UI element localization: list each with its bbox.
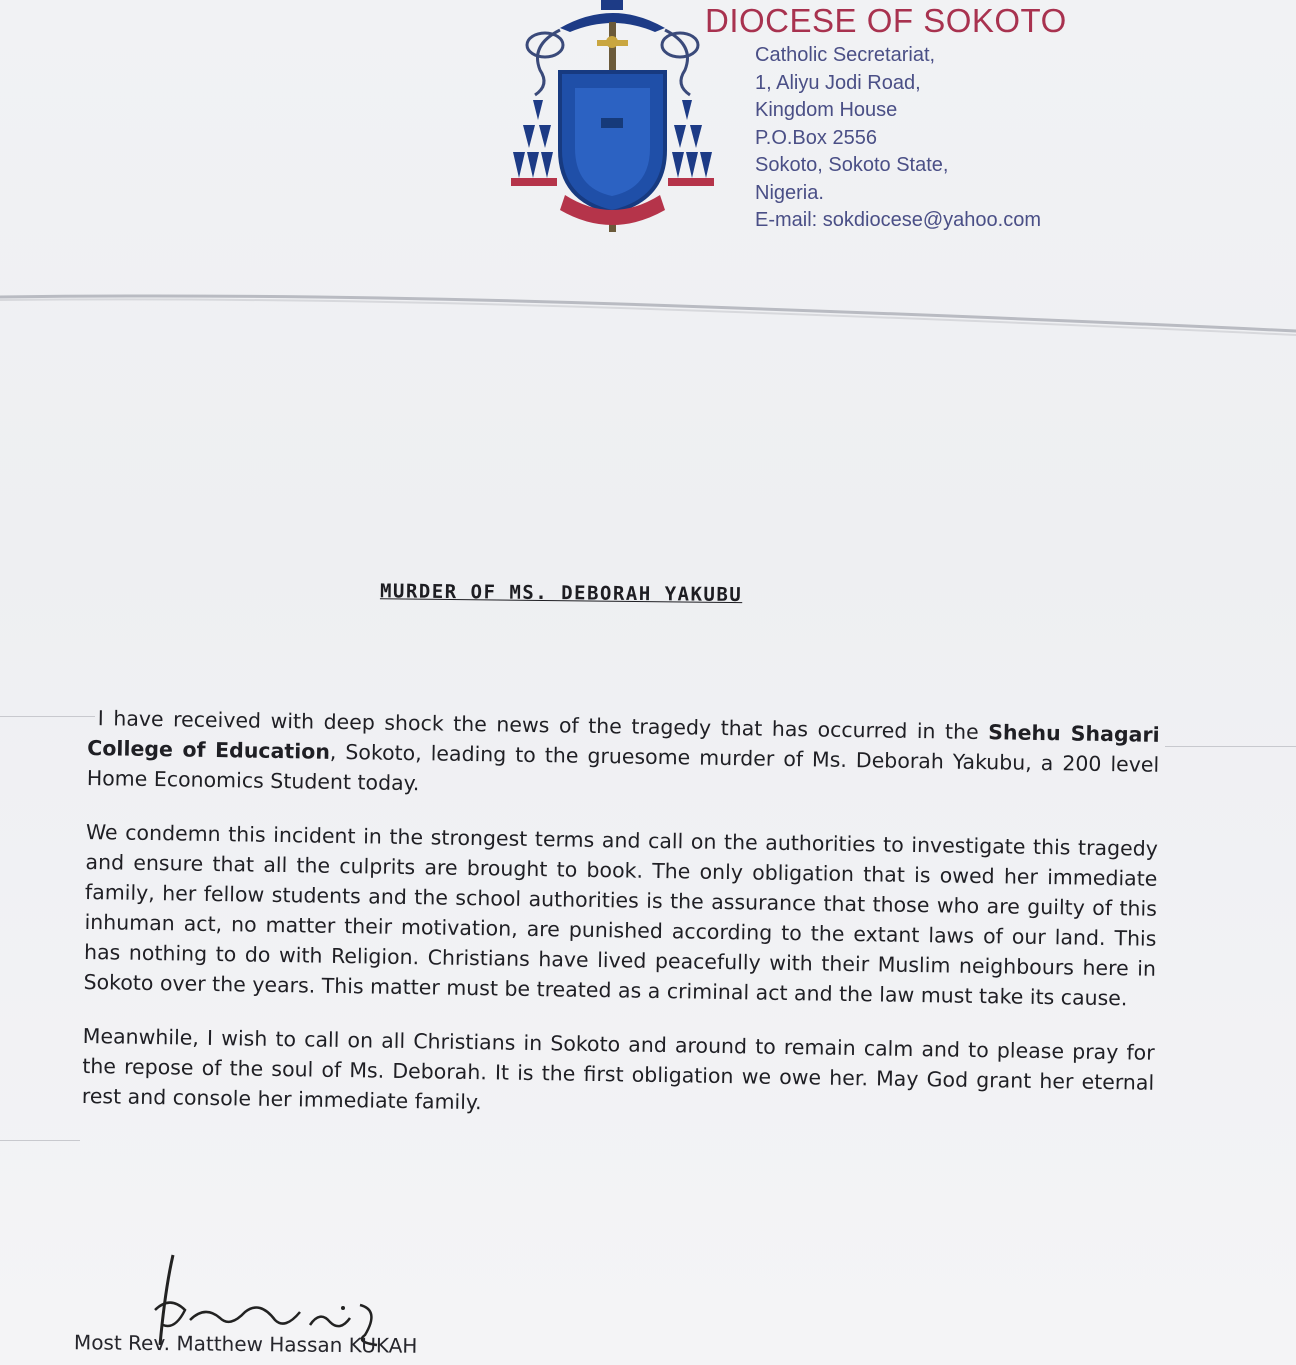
letter-body bbox=[81, 703, 1160, 1152]
paragraph: Meanwhile, I wish to call on all Christians in Sokoto and around to remain calm and to please pray for the repose of the soul of Ms. Deborah. It is the first obligation we owe her. May God grant her eternal rest and console her immediate family. bbox=[81, 1023, 1155, 1115]
paragraph: We condemn this incident in the strongest terms and call on the authorities to investigate this tragedy and ensure that all the culprits are brought to book. The only obligation that is owed her immediate family, her fellow students and the school authorities is the assurance that those who are guilty of this inhuman act, no matter their motivation, are punished according to the extant laws of our land. This has nothing to do with Religion. Christians have lived peacefully with their Muslim neighbours here in Sokoto over the years. This matter must be treated as a criminal act and the law must take its cause. bbox=[83, 819, 1159, 1011]
address-line: Catholic Secretariat, bbox=[755, 44, 936, 66]
college-name: Shehu Shagari College of Education bbox=[87, 720, 1160, 764]
address-line: P.O.Box 2556 bbox=[755, 126, 877, 149]
diocese-crest-logo bbox=[505, 0, 720, 235]
address-line: Kingdom House bbox=[755, 99, 898, 121]
signer-name: Most Rev. Matthew Hassan KUKAH bbox=[73, 1330, 418, 1358]
address-line: Nigeria. bbox=[755, 181, 824, 204]
email-line: E-mail: sokdiocese@yahoo.com bbox=[755, 209, 1041, 231]
paper-edge-line bbox=[1165, 746, 1296, 747]
paragraph-text: , Sokoto, leading to the gruesome murder of Ms. Deborah Yakubu, a 200 level Home Economics Student today. bbox=[86, 739, 1160, 796]
address-block bbox=[755, 42, 1265, 235]
paragraph-text: I have received with deep shock the news of the tragedy that has occurred in the bbox=[97, 706, 989, 745]
paragraph bbox=[87, 703, 1160, 810]
letterhead bbox=[705, 2, 1265, 235]
address-line: 1, Aliyu Jodi Road, bbox=[755, 71, 921, 94]
paper-fold-divider bbox=[0, 291, 1296, 337]
paper-edge-line bbox=[0, 1140, 80, 1141]
letter-title: MURDER OF MS. DEBORAH YAKUBU bbox=[379, 580, 743, 607]
address-line: Sokoto, Sokoto State, bbox=[755, 154, 949, 176]
organization-name: DIOCESE OF SOKOTO bbox=[705, 2, 1067, 39]
paper-edge-line bbox=[0, 716, 95, 717]
